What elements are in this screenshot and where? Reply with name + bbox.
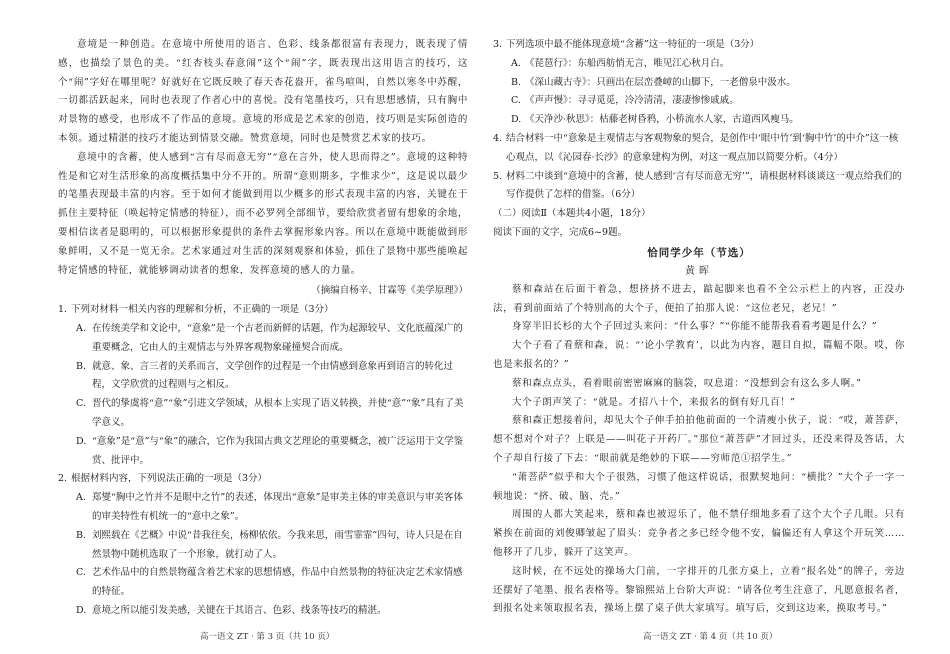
question-3-option-c: C. 《声声慢》：寻寻觅觅，冷冷清清，凄凄惨惨戚戚。: [511, 95, 739, 107]
page-3-footer: 高一语文 ZT · 第 3 页（共 10 页）: [200, 632, 335, 642]
question-3-option-d: D. 《天净沙·秋思》：枯藤老树昏鸦，小桥流水人家，古道西风瘦马。: [511, 114, 799, 126]
story-paragraph: 身穿半旧长杉的大个子回过头来问：“什么事？”“你能不能帮我看看考题是什么？”: [512, 321, 878, 333]
page-4-footer: 高一语文 ZT · 第 4 页（共 10 页）: [643, 632, 778, 642]
question-3-option-b: B. 《深山藏古寺》：只画出在层峦叠嶂的山脚下，一老僧泉中汲水。: [511, 76, 796, 88]
question-1-option-b: B. 就意、象、言三者的关系而言，文学创作的过程是一个由情感到意象再到语言的转化过程，文学欣赏的过程则与之相反。: [76, 360, 454, 391]
question-3-option-c-text: 《声声慢》：寻寻觅觅，冷冷清清，凄凄惨惨戚戚。: [525, 95, 739, 107]
story-author: 黄晖: [685, 265, 713, 277]
question-1-option-d: D. “意象”是“意”与“象”的融合，它作为我国古典文艺理论的重要概念，被广泛运用于文学鉴赏、批评中。: [76, 435, 464, 466]
story-paragraph: 这时候，在不远处的操场大门前，一字排开的几张方桌上，立着“报名处”的牌子，旁边还摆好了笔墨、报名表格等。黎锦熙站上台阶大声说：“请各位考生注意了，凡愿意报名者，到报名处来领取报名表，操场上摆了桌子供大家填写。填写后，交到这边来，换取考号。”: [493, 565, 905, 615]
question-5-text: 材料二中谈到“意境中的含蓄，使人感到‘言有尽而意无穷’”，请根据材料谈谈这一观点给我们的写作提供了怎样的借鉴。（6分）: [506, 170, 902, 201]
question-2-option-c: C. 艺术作品中的自然景物蕴含着艺术家的思想情感，作品中自然景物的特征决定艺术家情感的特征。: [76, 567, 463, 598]
story-title: 恰同学少年（节选）: [647, 246, 751, 259]
reading-instruction: 阅读下面的文字，完成6~9题。: [493, 226, 628, 238]
story-paragraph: 大个子看了看蔡和森，说：“‘论小学教育’，以此为内容，题目自拟，篇幅不限。哎，你也是来报名的？”: [493, 340, 905, 370]
question-2-option-c-text: 艺术作品中的自然景物蕴含着艺术家的思想情感，作品中自然景物的特征决定艺术家情感的特征。: [92, 567, 463, 598]
question-3-option-a: A. 《琵琶行》：东船西舫悄无言，唯见江心秋月白。: [511, 57, 730, 69]
question-1-option-d-text: “意象”是“意”与“象”的融合，它作为我国古典文艺理论的重要概念，被广泛运用于文学鉴赏、批评中。: [92, 435, 464, 466]
question-5-number: 5.: [493, 170, 503, 182]
question-1-option-b-text: 就意、象、言三者的关系而言，文学创作的过程是一个由情感到意象再到语言的转化过程，文学欣赏的过程则与之相反。: [92, 360, 454, 391]
question-1-number: 1.: [58, 304, 68, 316]
question-1: [58, 301, 468, 470]
question-3-option-a-text: 《琵琶行》：东船西舫悄无言，唯见江心秋月白。: [525, 57, 730, 69]
question-1-option-c: C. 晋代的挚虞将“意”“象”引进文学领域，从根本上实现了语义转换，并使“意”“象”具有了美学意义。: [76, 398, 464, 428]
section-heading: （二）阅读Ⅱ（本题共4小题，18分）: [493, 208, 651, 220]
question-2-option-b: B. 刘熙载在《艺概》中说“昔我往矣，杨柳依依。今我来思，雨雪霏霏”四句，诗人只是在自然景物中随机选取了一个形象，就打动了人。: [76, 529, 463, 560]
question-2-option-a: A. 郑燮“胸中之竹并不是眼中之竹”的表述，体现出“意象”是审美主体的审美意识与审美客体的审美特性有机统一的“意中之象”。: [76, 492, 463, 522]
question-2-option-d-text: 意境之所以能引发美感，关键在于其语言、色彩、线条等技巧的精湛。: [92, 604, 387, 616]
question-1-option-a-text: 在传统美学和文论中，“意象”是一个古老而新鲜的话题，作为起源较早、文化底蕴深广的重要概念，它由人的主观情志与外界客观物象碰撞契合而成。: [92, 322, 463, 353]
question-3: [493, 36, 905, 130]
question-2-stem: [58, 470, 468, 489]
question-2-number: 2.: [58, 473, 68, 485]
question-1-text: 下列对材料一相关内容的理解和分析，不正确的一项是（3分）: [71, 304, 334, 316]
story-paragraph: “萧菩萨”似乎和大个子很熟，习惯了他这样说话，很默契地问：“横批？”大个子一字一顿地说：“挤、破、脑、壳。”: [493, 471, 905, 502]
story-paragraph: 蔡和森点点头，看着眼前密密麻麻的脑袋，叹息道：“没想到会有这么多人啊。”: [512, 377, 862, 389]
question-1-option-c-text: 晋代的挚虞将“意”“象”引进文学领域，从根本上实现了语义转换，并使“意”“象”具有了美学意义。: [92, 398, 464, 428]
question-3-stem: [493, 36, 905, 55]
story-paragraph: 大个子朗声笑了：“就是。才招八十个，来报名的倒有好几百！”: [512, 396, 796, 408]
story-paragraph: 蔡和森正想接着问，却见大个子伸手拍拍他前面的一个清瘦小伙子，说：“哎，萧菩萨，想不想对个对子？上联是——叫花子开药厂。”那位“萧菩萨”才回过头，还没来得及答话，大个子却自行接了下去：“眼前就是绝妙的下联——穷师范①招学生。”: [493, 415, 905, 464]
question-3-option-d-text: 《天净沙·秋思》：枯藤老树昏鸦，小桥流水人家，古道西风瘦马。: [525, 114, 799, 126]
question-3-text: 下列选项中最不能体现意境“含蓄”这一特征的一项是（3分）: [506, 39, 760, 50]
question-4: [493, 130, 905, 168]
question-5: [493, 168, 905, 206]
question-2-option-b-text: 刘熙载在《艺概》中说“昔我往矣，杨柳依依。今我来思，雨雪霏霏”四句，诗人只是在自然景物中随机选取了一个形象，就打动了人。: [92, 529, 463, 560]
page-4-column: [493, 36, 905, 619]
material-paragraph-1: 意境是一种创造。在意境中所使用的语言、色彩、线条都很富有表现力，既表现了情感，也描绘了景色的美。“红杏枝头春意闹”这个“闹”字，既表现出这用语言的技巧，这个“闹”字好在哪里呢？好就好在它既反映了春天杏花盎开，雀鸟喧叫，自然以寒冬中苏醒，一切都活跃起来，同时也表现了作者心中的喜悦。没有笔墨技巧，只有思想感情，只有胸中对景物的感受，也形成不了作品的意境。意境的形成是艺术家的创造，技巧则是实际创造的本领。通过精湛的技巧才能达到情景交融。赞赏意境，同时也是赞赏艺术家的技巧。: [58, 39, 468, 144]
material-paragraph-2: 意境中的含蓄，使人感到“言有尽而意无穷”“意在言外，使人思而得之”。意境的这种特性是和它对生活形象的高度概括集中分不开的。所谓“意则期多，字惟求少”，这是说以最少的笔墨表现最丰富的内容。至于如何才能做到用以少概多的形式表现丰富的内容，关键在于抓住主要特征（唤起特定情感的特征），而不必罗列全部细节，要给欣赏者留有想象的余地，要相信读者是聪明的，可以根据形象提供的条件去掌握形象内容。所以在意境中既能做到形象鲜明，又不是一览无余。艺术家通过对生活的深刻观察和体验，抓住了景物中那些能唤起特定情感的特征，就能够调动读者的想象，发挥意境的感人的力量。: [58, 151, 468, 276]
question-2-option-a-text: 郑燮“胸中之竹并不是眼中之竹”的表述，体现出“意象”是审美主体的审美意识与审美客体的审美特性有机统一的“意中之象”。: [92, 492, 463, 522]
question-2-option-d: D. 意境之所以能引发美感，关键在于其语言、色彩、线条等技巧的精湛。: [76, 604, 387, 616]
story-body: [493, 281, 905, 619]
question-1-stem: [58, 301, 468, 320]
question-2: [58, 470, 468, 620]
page-3-column: [58, 36, 468, 621]
question-3-option-b-text: 《深山藏古寺》：只画出在层峦叠嶂的山脚下，一老僧泉中汲水。: [525, 76, 796, 88]
question-2-text: 根据材料内容，下列说法正确的一项是（3分）: [71, 473, 268, 485]
material-source: （摘编自杨辛、甘霖等《美学原理》）: [311, 285, 468, 297]
question-4-text: 结合材料一中“意象是主观情志与客观物象的契合，是创作中‘眼中竹’到‘胸中竹’的中介”这一核心观点，以《沁园春·长沙》的意象建构为例，对这一观点加以简要分析。（4分）: [506, 132, 899, 163]
story-paragraph: 蔡和森站在后面干着急，想挤挤不进去，踮起脚来也看不全公示栏上的内容，正没办法，看到前面站了个特别高的大个子，便拍了拍那人说：“这位老兄，老兄！”: [493, 283, 905, 314]
question-4-number: 4.: [493, 132, 503, 144]
exam-page-4: [475, 0, 950, 654]
question-1-option-a: A. 在传统美学和文论中，“意象”是一个古老而新鲜的话题，作为起源较早、文化底蕴深广的重要概念，它由人的主观情志与外界客观物象碰撞契合而成。: [76, 322, 463, 353]
question-3-number: 3.: [493, 39, 503, 50]
story-paragraph: 周围的人都大笑起来，蔡和森也被逗乐了，他不禁仔细地多看了这个大个子几眼。只有紧挨在前面的刘俊卿皱起了眉头：竞争者之多已经令他不安，偏偏还有人拿这个开玩笑……他移开了几步，躲开了这笑声。: [493, 509, 905, 558]
